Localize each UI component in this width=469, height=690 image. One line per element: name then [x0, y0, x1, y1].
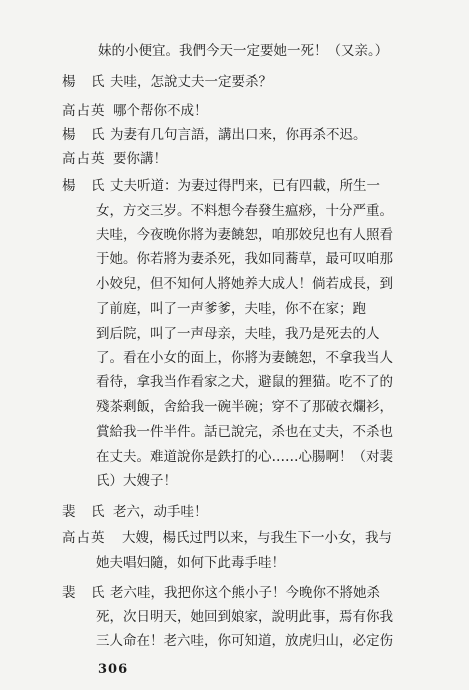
text-line: 在丈夫。难道說你是鉄打的心……心腸啊！（对裴 [96, 449, 393, 465]
text-line: 为妻有几句言語，講出口来，你再杀不迟。 [110, 127, 367, 143]
text-line: 夫哇，今夜晚你將为妻饒恕，咱那姣兒也有人照看 [96, 227, 393, 243]
text-line: 大嫂，楊氏过門以来，与我生下一小女，我与 [122, 530, 392, 546]
text-line: 哪个帮你不成！ [113, 103, 208, 119]
text-line: 死，次日明天，她回到娘家，說明此事，焉有你我 [96, 609, 393, 625]
text-line: 老六，动手哇！ [113, 504, 208, 520]
text-line: 了前庭，叫了一声爹爹，夫哇，你不在家；跑 [96, 301, 366, 317]
speaker-label: 楊 氏 [62, 127, 106, 143]
page-number: 306 [98, 662, 129, 677]
text-line: 要你講！ [113, 151, 167, 167]
speaker-label: 楊 氏 [62, 178, 106, 194]
speaker-label: 高占英 [62, 530, 106, 546]
text-line: 于她。你若將为妻杀死，我如同蕎草，最可叹咱那 [96, 251, 393, 267]
text-line: 丈夫听道：为妻过得門来，已有四載，所生一 [110, 178, 380, 194]
speaker-label: 裴 氏 [62, 585, 106, 601]
text-line: 賞給我一件半件。話已說完，杀也在丈夫，不杀也 [96, 424, 393, 440]
text-line: 小姣兒，但不知何人將她养大成人！倘若成長，到 [96, 276, 393, 292]
text-line: 殘茶剩飯，舍給我一碗半碗；穿不了那破衣爛衫， [96, 399, 393, 415]
speaker-label: 裴 氏 [62, 504, 106, 520]
text-line: 了。看在小女的面上，你將为妻饒恕，不拿我当人 [96, 350, 393, 366]
text-line: 她夫唱妇隨，如何下此毒手哇！ [96, 555, 285, 571]
text-line: 老六哇，我把你这个熊小子！今晚你不將她杀 [110, 585, 380, 601]
speaker-label: 高占英 [62, 103, 106, 119]
text-line: 到后院，叫了一声母亲，夫哇，我乃是死去的人 [96, 326, 380, 342]
text-line: 妹的小便宜。我們今天一定要她一死！（又亲。） [98, 43, 389, 59]
text-line: 女，方交三岁。不料想今春發生瘟痧，十分严重。 [96, 203, 393, 219]
speaker-label: 楊 氏 [62, 74, 106, 90]
text-line: 三人命在！老六哇，你可知道，放虎归山，必定伤 [96, 633, 393, 649]
text-line: 夫哇，怎說丈夫一定要杀？ [110, 74, 272, 90]
text-line: 氏）大嫂子！ [96, 473, 177, 489]
text-line: 看待，拿我当作看家之犬，避鼠的狸猫。吃不了的 [96, 374, 393, 390]
speaker-label: 高占英 [62, 151, 106, 167]
